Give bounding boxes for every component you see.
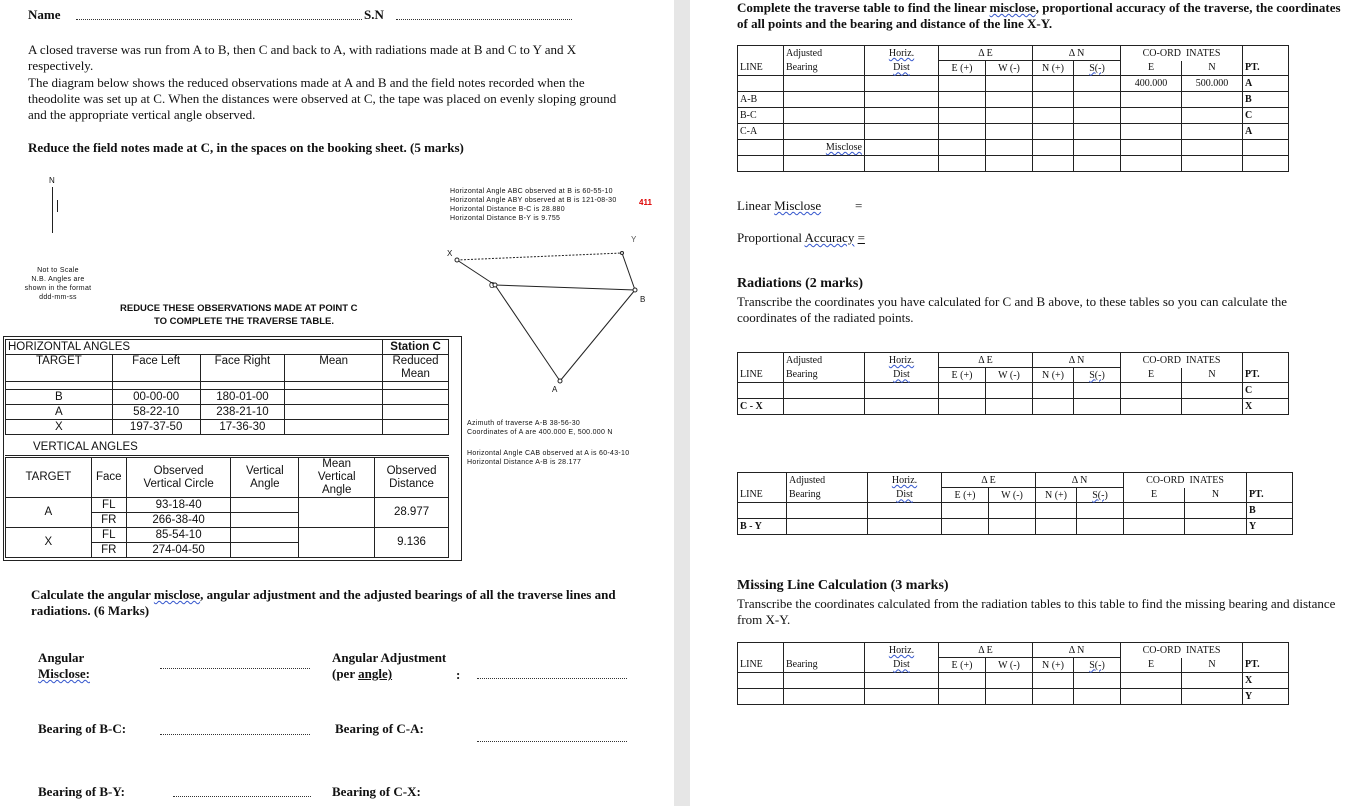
vertical-angles-title: VERTICAL ANGLES [33, 441, 138, 453]
label-c: C [489, 281, 495, 290]
angular-adjustment-blank[interactable] [477, 678, 627, 679]
line-c-a [495, 285, 560, 381]
missing-line-title: Missing Line Calculation (3 marks) [737, 578, 949, 593]
bearing-cx-label: Bearing of C-X: [332, 784, 421, 799]
misclose-row: Misclose [738, 140, 1289, 156]
v-title-rule [5, 455, 449, 456]
radiation-cx-table: Adjusted Horiz. Δ E Δ N CO-ORD INATES LINE Bearing Dist E (+) W (-) N (+) S(-) E N PT. C C - X X [737, 352, 1289, 415]
v-angle-cell[interactable] [231, 543, 299, 558]
missing-line-text: Transcribe the coordinates calculated from the radiation tables to this table to find the missing bearing and distance from X-Y. [737, 596, 1336, 627]
hz-reduced-cell[interactable] [383, 420, 449, 435]
point-a [558, 379, 562, 383]
hz-mean-cell[interactable] [285, 420, 383, 435]
point-b [633, 288, 637, 292]
proportional-accuracy-label: Proportional Accuracy = [737, 230, 865, 245]
traverse-row [738, 156, 1289, 172]
hz-header-face-left: Face Left [112, 355, 200, 382]
hz-header-reduced-mean: Reduced Mean [383, 355, 449, 382]
radiations-text: Transcribe the coordinates you have calculated for C and B above, to these tables so you can calculate the coordinates of the radiated points. [737, 294, 1288, 325]
hz-reduced-cell[interactable] [383, 390, 449, 405]
angular-misclose-label: Angular Misclose: [38, 650, 90, 681]
v-header-target: TARGET [6, 458, 92, 498]
vertical-angles-table [5, 457, 449, 558]
traverse-row: A-B B [738, 92, 1289, 108]
v-row: A FL 93-18-40 28.977 [6, 498, 449, 513]
label-y: Y [631, 235, 637, 244]
angular-adjustment-label: Angular Adjustment (per angle) [332, 650, 447, 681]
red-note: 411 [639, 198, 652, 207]
hz-row: A 58-22-10 238-21-10 [6, 405, 449, 420]
name-label: Name [28, 7, 61, 22]
hz-header-mean: Mean [285, 355, 383, 382]
missing-line-table: Horiz. Δ E Δ N CO-ORD INATES LINE Bearing Dist E (+) W (-) N (+) S(-) E N PT. X Y [737, 642, 1289, 705]
v-row: FR 274-04-50 [6, 543, 449, 558]
bearing-by-label: Bearing of B-Y: [38, 784, 125, 799]
hz-row: X 197-37-50 17-36-30 [6, 420, 449, 435]
hz-row: B 00-00-00 180-01-00 [6, 390, 449, 405]
bearing-ca-label: Bearing of C-A: [335, 721, 424, 736]
hz-reduced-cell[interactable] [383, 405, 449, 420]
traverse-row: B-C C [738, 108, 1289, 124]
right-instruction: Complete the traverse table to find the linear misclose, proportional accuracy of the traverse, the coordinates of all points and the bearing and distance of the line X-Y. [737, 0, 1341, 31]
label-a: A [552, 385, 558, 394]
label-x: X [447, 249, 453, 258]
v-header-observed: Observed Vertical Circle [126, 458, 231, 498]
bearing-by-blank[interactable] [173, 796, 311, 797]
calc-instruction: Calculate the angular misclose, angular adjustment and the adjusted bearings of all the traverse lines and radiations. (6 Marks) [31, 587, 616, 618]
radiations-title: Radiations (2 marks) [737, 276, 864, 291]
v-angle-cell[interactable] [231, 528, 299, 543]
hz-header-face-right: Face Right [200, 355, 285, 382]
notes-at-b: Horizontal Angle ABC observed at B is 60-55-10 Horizontal Angle ABY observed at B is 121-08-30 Horizontal Distance B-C is 28.880 Horizontal Distance B-Y is 9.755 [450, 188, 617, 222]
line-y-b [622, 253, 635, 290]
station-label: Station C [383, 340, 449, 355]
line-c-b [495, 285, 635, 290]
left-page [0, 0, 674, 806]
north-arrow [52, 187, 53, 233]
v-mean-cell[interactable] [299, 498, 375, 528]
horizontal-angles-table [5, 339, 449, 449]
notes-at-a: Azimuth of traverse A-B 38-56-30 Coordinates of A are 400.000 E, 500.000 N [467, 420, 613, 436]
traverse-diagram [440, 240, 660, 400]
traverse-table: Adjusted Horiz. Δ E Δ N CO-ORD INATES LINE Bearing Dist E (+) W (-) N (+) S(-) E N PT. 400.000 500.000 A A-B B B-C C C-A A Misclose [737, 45, 1289, 172]
north-label: N [49, 176, 55, 185]
intro-paragraph-2: The diagram below shows the reduced observations made at A and B and the field notes recorded when the theodolite was set up at C. When the distances were observed at C, the tape was placed on evenly sloping ground and the appropriate vertical angle observed. [28, 75, 617, 122]
v-header-observed-distance: Observed Distance [375, 458, 449, 498]
scale-note: Not to Scale N.B. Angles are shown in the format ddd-mm-ss [24, 267, 92, 301]
linear-equals: = [855, 198, 863, 213]
hz-mean-cell[interactable] [285, 405, 383, 420]
traverse-row: 400.000 500.000 A [738, 76, 1289, 92]
point-y [621, 252, 624, 255]
label-b: B [640, 295, 646, 304]
name-blank[interactable] [76, 19, 362, 20]
v-angle-cell[interactable] [231, 513, 299, 528]
v-row: FR 266-38-40 [6, 513, 449, 528]
radiation-by-table: Adjusted Horiz. Δ E Δ N CO-ORD INATES LINE Bearing Dist E (+) W (-) N (+) S(-) E N PT. B B - Y Y [737, 472, 1293, 535]
sn-label: S.N [364, 7, 384, 22]
bearing-bc-blank[interactable] [160, 734, 310, 735]
v-mean-cell[interactable] [299, 528, 375, 558]
line-b-a [560, 290, 635, 381]
intro-paragraph-1: A closed traverse was run from A to B, then C and back to A, with radiations made at B and C to Y and X respectively. [28, 42, 577, 73]
v-header-face: Face [91, 458, 126, 498]
reduce-instruction: Reduce the field notes made at C, in the spaces on the booking sheet. (5 marks) [28, 140, 464, 155]
north-arrow-tick [57, 200, 58, 212]
hz-mean-cell[interactable] [285, 390, 383, 405]
bearing-ca-blank[interactable] [477, 741, 627, 742]
hz-header-target: TARGET [6, 355, 113, 382]
linear-misclose-label: Linear Misclose [737, 198, 822, 213]
traverse-row: C-A A [738, 124, 1289, 140]
angular-misclose-blank[interactable] [160, 668, 310, 669]
sn-blank[interactable] [396, 19, 572, 20]
v-angle-cell[interactable] [231, 498, 299, 513]
hz-title: HORIZONTAL ANGLES [6, 340, 383, 355]
diagram-heading: REDUCE THESE OBSERVATIONS MADE AT POINT C TO COMPLETE THE TRAVERSE TABLE. [120, 303, 358, 327]
v-header-mean-vertical: Mean Vertical Angle [299, 458, 375, 498]
v-header-vertical: Vertical Angle [231, 458, 299, 498]
bearing-bc-label: Bearing of B-C: [38, 721, 127, 736]
notes-cab: Horizontal Angle CAB observed at A is 60-43-10 Horizontal Distance A-B is 28.177 [467, 450, 630, 466]
line-x-y [457, 253, 622, 260]
right-page [690, 0, 1352, 806]
adjustment-colon: : [456, 667, 461, 682]
v-row: X FL 85-54-10 9.136 [6, 528, 449, 543]
point-x [455, 258, 459, 262]
